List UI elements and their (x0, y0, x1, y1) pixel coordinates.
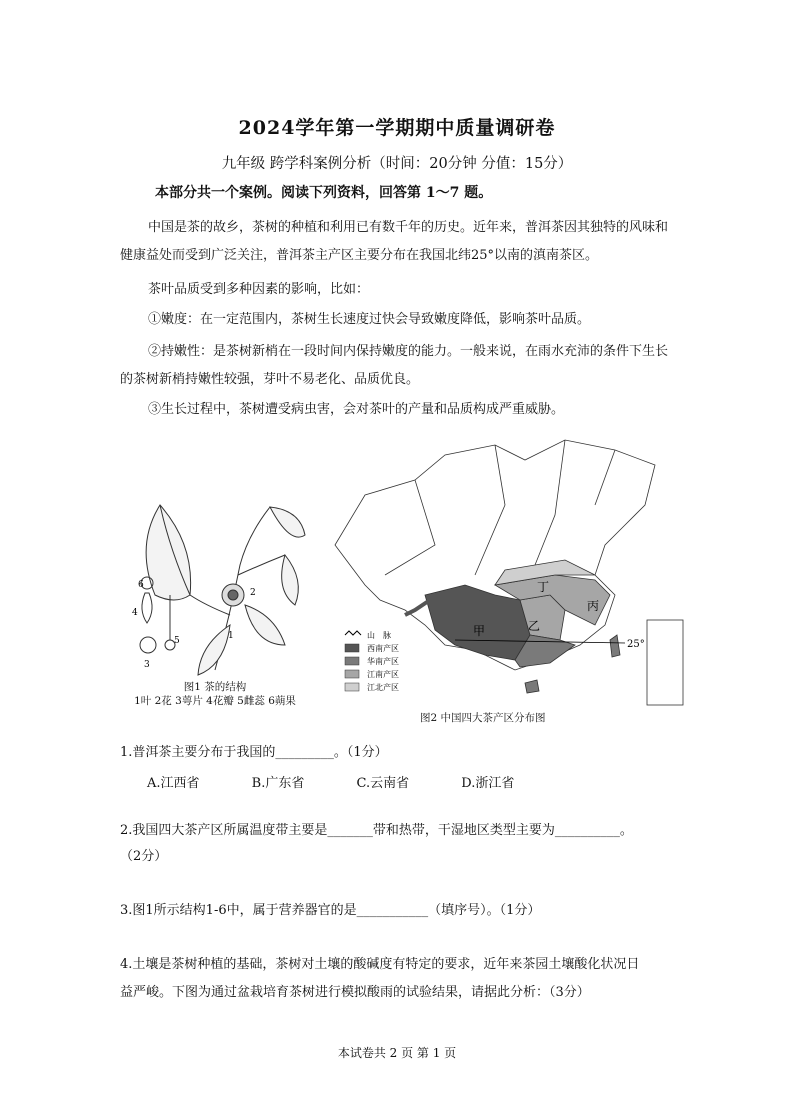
legend-southwest: 西南产区 (367, 644, 399, 653)
map-label-ding: 丁 (537, 580, 550, 594)
question-4-line-2: 益严峻。下图为通过盆栽培育茶树进行模拟酸雨的试验结果，请据此分析：（3分） (120, 985, 590, 1000)
option-c: C.云南省 (356, 776, 410, 791)
fig1-label-1: 1 (228, 631, 234, 641)
page-footer: 本试卷共 2 页 第 1 页 (337, 1046, 457, 1060)
question-1: 1.普洱茶主要分布于我国的_________。（1分） (120, 745, 388, 760)
question-2-line-1: 2.我国四大茶产区所属温度带主要是_______带和热带，干湿地区类型主要为__________。 (120, 823, 633, 838)
map-latitude-label: 25° (627, 639, 645, 650)
instruction-text: 本部分共一个案例。阅读下列资料，回答第 1～7 题。 (155, 185, 493, 201)
map-label-jia: 甲 (473, 624, 486, 638)
material-paragraph-4: ②持嫩性：是茶树新梢在一段时间内保持嫩度的能力。一般来说，在雨水充沛的条件下生长的茶树新梢持嫩性较强，芽叶不易老化、品质优良。 (120, 344, 669, 387)
option-a: A.江西省 (147, 776, 200, 791)
material-paragraph-5: ③生长过程中，茶树遭受病虫害，会对茶叶的产量和品质构成严重威胁。 (148, 402, 565, 417)
exam-subtitle: 九年级 跨学科案例分析（时间：20分钟 分值：15分） (221, 156, 573, 172)
option-d: D.浙江省 (461, 776, 515, 791)
material-paragraph-3: ①嫩度：在一定范围内，茶树生长速度过快会导致嫩度降低，影响茶叶品质。 (148, 312, 591, 327)
question-2-line-2: （2分） (120, 849, 168, 864)
material-paragraph-2: 茶叶品质受到多种因素的影响，比如： (148, 282, 370, 297)
figure1-caption-block (120, 680, 310, 708)
legend-jiangnan: 江南产区 (367, 670, 399, 679)
map-label-yi: 乙 (528, 619, 541, 633)
fig1-label-5: 5 (174, 636, 180, 646)
figure1-caption: 图1 茶的结构 (183, 681, 247, 693)
material-paragraph-1: 中国是茶的故乡，茶树的种植和利用已有数千年的历史。近年来，普洱茶因其独特的风味和健康益处而受到广泛关注，普洱茶主产区主要分布在我国北纬25°以南的滇南茶区。 (120, 220, 669, 263)
option-b: B.广东省 (251, 776, 305, 791)
figure1-parts: 1叶 2花 3萼片 4花瓣 5雌蕊 6蒴果 (134, 695, 296, 707)
fig1-label-4: 4 (132, 608, 138, 618)
legend-jiangbei: 江北产区 (367, 683, 399, 692)
question-4-line-1: 4.土壤是茶树种植的基础，茶树对土壤的酸碱度有特定的要求，近年来茶园土壤酸化状况日 (120, 957, 640, 972)
legend-south: 华南产区 (367, 657, 399, 666)
legend-mountain: 山 脉 (367, 631, 391, 640)
map-label-bing: 丙 (587, 599, 600, 613)
china-tea-region-map (325, 435, 685, 710)
fig1-label-3: 3 (144, 660, 150, 670)
fig1-label-2: 2 (250, 588, 256, 598)
page-title: 2024学年第一学期期中质量调研卷 (238, 117, 556, 139)
tea-structure-figure (120, 495, 310, 710)
map-legend (345, 630, 399, 692)
figure2-caption: 图2 中国四大茶产区分布图 (420, 712, 546, 724)
question-1-options (147, 772, 562, 791)
question-3: 3.图1所示结构1-6中，属于营养器官的是___________（填序号）。（1分） (120, 903, 541, 918)
fig1-label-6: 6 (138, 580, 144, 590)
